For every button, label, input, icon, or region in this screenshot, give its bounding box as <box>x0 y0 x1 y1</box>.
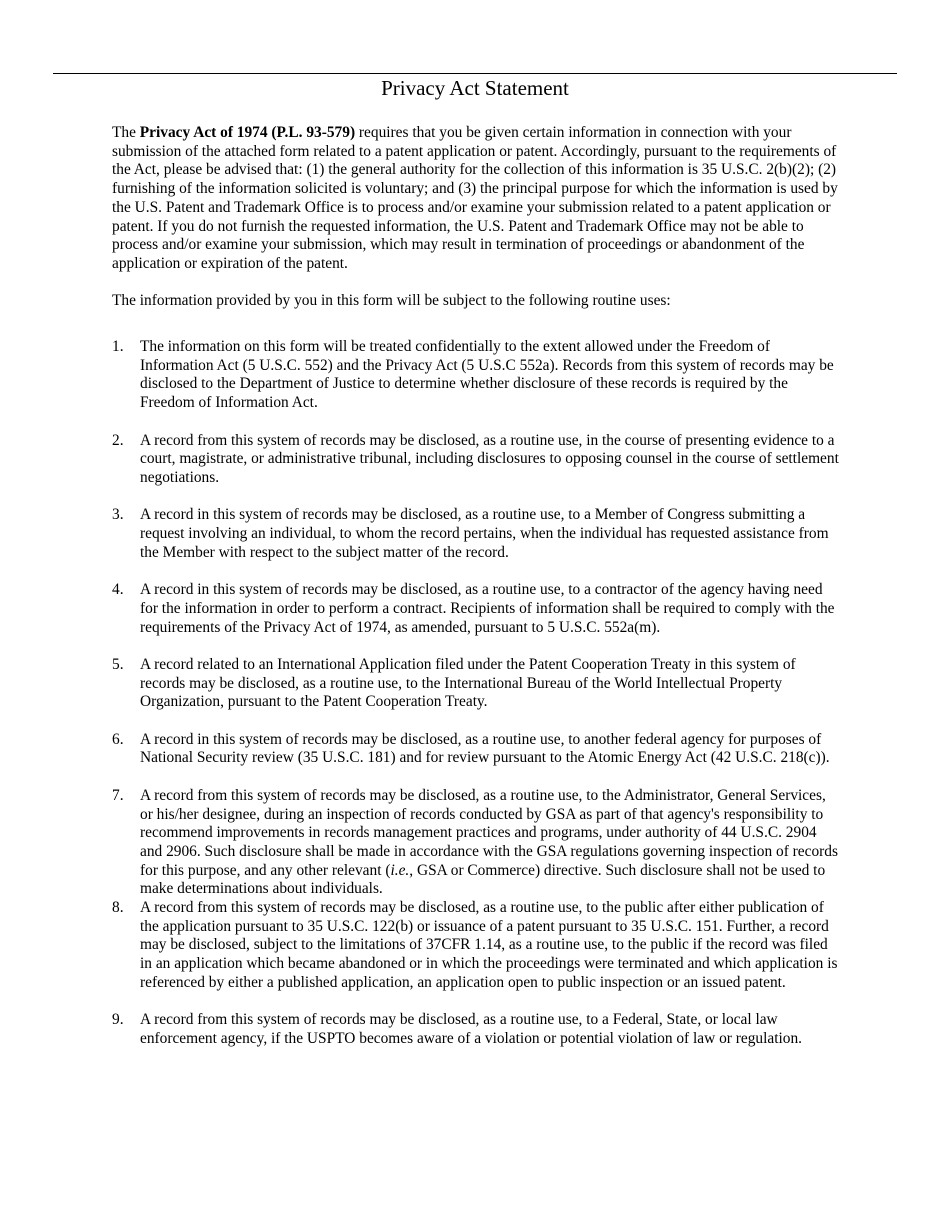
intro-body: requires that you be given certain information in connection with your submission of the attached form related to a patent application or patent. Accordingly, pursuant to the requirements of the Act, please be advised that: (1) the general authority for the collection of this information is 35 U.S.C. 2(b)(2); (2) furnishing of the information solicited is voluntary; and (3) the principal purpose for which the information is used by the U.S. Patent and Trademark Office is to process and/or examine your submission related to a patent application or patent. If you do not furnish the requested information, the U.S. Patent and Trademark Office may not be able to process and/or examine your submission, which may result in termination of proceedings or abandonment of the application or expiration of the patent. <box>112 124 838 272</box>
item-text-italic: i.e. <box>390 861 410 879</box>
routine-use-item <box>112 506 840 562</box>
item-number: 3. <box>112 506 124 524</box>
routine-use-item <box>112 1011 840 1048</box>
item-text: A record from this system of records may be disclosed, as a routine use, in the course of presenting evidence to a court, magistrate, or administrative tribunal, including disclosures to opposing counsel in the course of settlement negotiations. <box>140 431 839 486</box>
item-number: 2. <box>112 431 124 449</box>
item-text: A record in this system of records may be disclosed, as a routine use, to a Member of Congress submitting a request involving an individual, to whom the record pertains, when the individual has requested assistance from the Member with respect to the subject matter of the record. <box>140 506 829 561</box>
intro-paragraph <box>112 124 840 274</box>
item-number: 6. <box>112 730 124 748</box>
act-name: Privacy Act of 1974 (P.L. 93-579) <box>139 124 356 141</box>
routine-uses-lead: The information provided by you in this form will be subject to the following routine uses: <box>112 292 671 310</box>
routine-use-item <box>112 787 840 899</box>
item-text <box>140 787 838 898</box>
item-text: A record from this system of records may be disclosed, as a routine use, to a Federal, State, or local law enforcement agency, if the USPTO becomes aware of a violation or potential violation of law or regulation. <box>140 1011 803 1047</box>
routine-uses-list <box>112 338 840 1049</box>
item-text: A record in this system of records may be disclosed, as a routine use, to a contractor of the agency having need for the information in order to perform a contract. Recipients of information shall be required to comply with the requirements of the Privacy Act of 1974, as amended, pursuant to 5 U.S.C. 552a(m). <box>140 581 835 636</box>
statement-body <box>112 124 840 1049</box>
intro-lead: The <box>112 124 140 141</box>
routine-use-item <box>112 656 840 712</box>
item-text: A record from this system of records may be disclosed, as a routine use, to the public after either publication of the application pursuant to 35 U.S.C. 122(b) or issuance of a patent pursuant to 35 U.S.C. 151. Further, a record may be disclosed, subject to the limitations of 37CFR 1.14, as a routine use, to the public if the record was filed in an application which became abandoned or in which the proceedings were terminated and which application is referenced by either a published application, an application open to public inspection or an issued patent. <box>140 899 838 991</box>
item-number: 5. <box>112 655 124 673</box>
page-title: Privacy Act Statement <box>381 76 569 100</box>
item-text: The information on this form will be treated confidentially to the extent allowed under the Freedom of Information Act (5 U.S.C. 552) and the Privacy Act (5 U.S.C 552a). Records from this system of records may be disclosed to the Department of Justice to determine whether disclosure of these records is required by the Freedom of Information Act. <box>140 338 834 412</box>
item-text: A record related to an International Application filed under the Patent Cooperation Treaty in this system of records may be disclosed, as a routine use, to the International Bureau of the World Intellectual Property Organization, pursuant to the Patent Cooperation Treaty. <box>140 655 796 711</box>
item-text-before-italic: A record from this system of records may be disclosed, as a routine use, to the Administrator, General Services, or his/her designee, during an inspection of records conducted by GSA as part of that agency's responsibility to recommend improvements in records management practices and programs, under authority of 44 U.S.C. 2904 and 2906. Such disclosure shall be made in accordance with the GSA regulations governing inspection of records for this purpose, and any other relevant ( <box>140 786 838 879</box>
routine-use-item <box>112 432 840 488</box>
item-number: 7. <box>112 786 124 804</box>
routine-use-item <box>112 731 840 768</box>
item-number: 8. <box>112 899 124 917</box>
item-number: 1. <box>112 338 124 356</box>
item-text-after-italic: , GSA or Commerce) directive. Such disclosure shall not be used to make determinations about individuals. <box>140 861 826 898</box>
routine-use-item <box>112 899 840 993</box>
routine-use-item <box>112 581 840 637</box>
routine-use-item <box>112 338 840 413</box>
item-text: A record in this system of records may be disclosed, as a routine use, to another federal agency for purposes of National Security review (35 U.S.C. 181) and for review pursuant to the Atomic Energy Act (42 U.S.C. 218(c)). <box>140 730 830 767</box>
item-number: 4. <box>112 581 124 599</box>
item-number: 9. <box>112 1011 124 1029</box>
